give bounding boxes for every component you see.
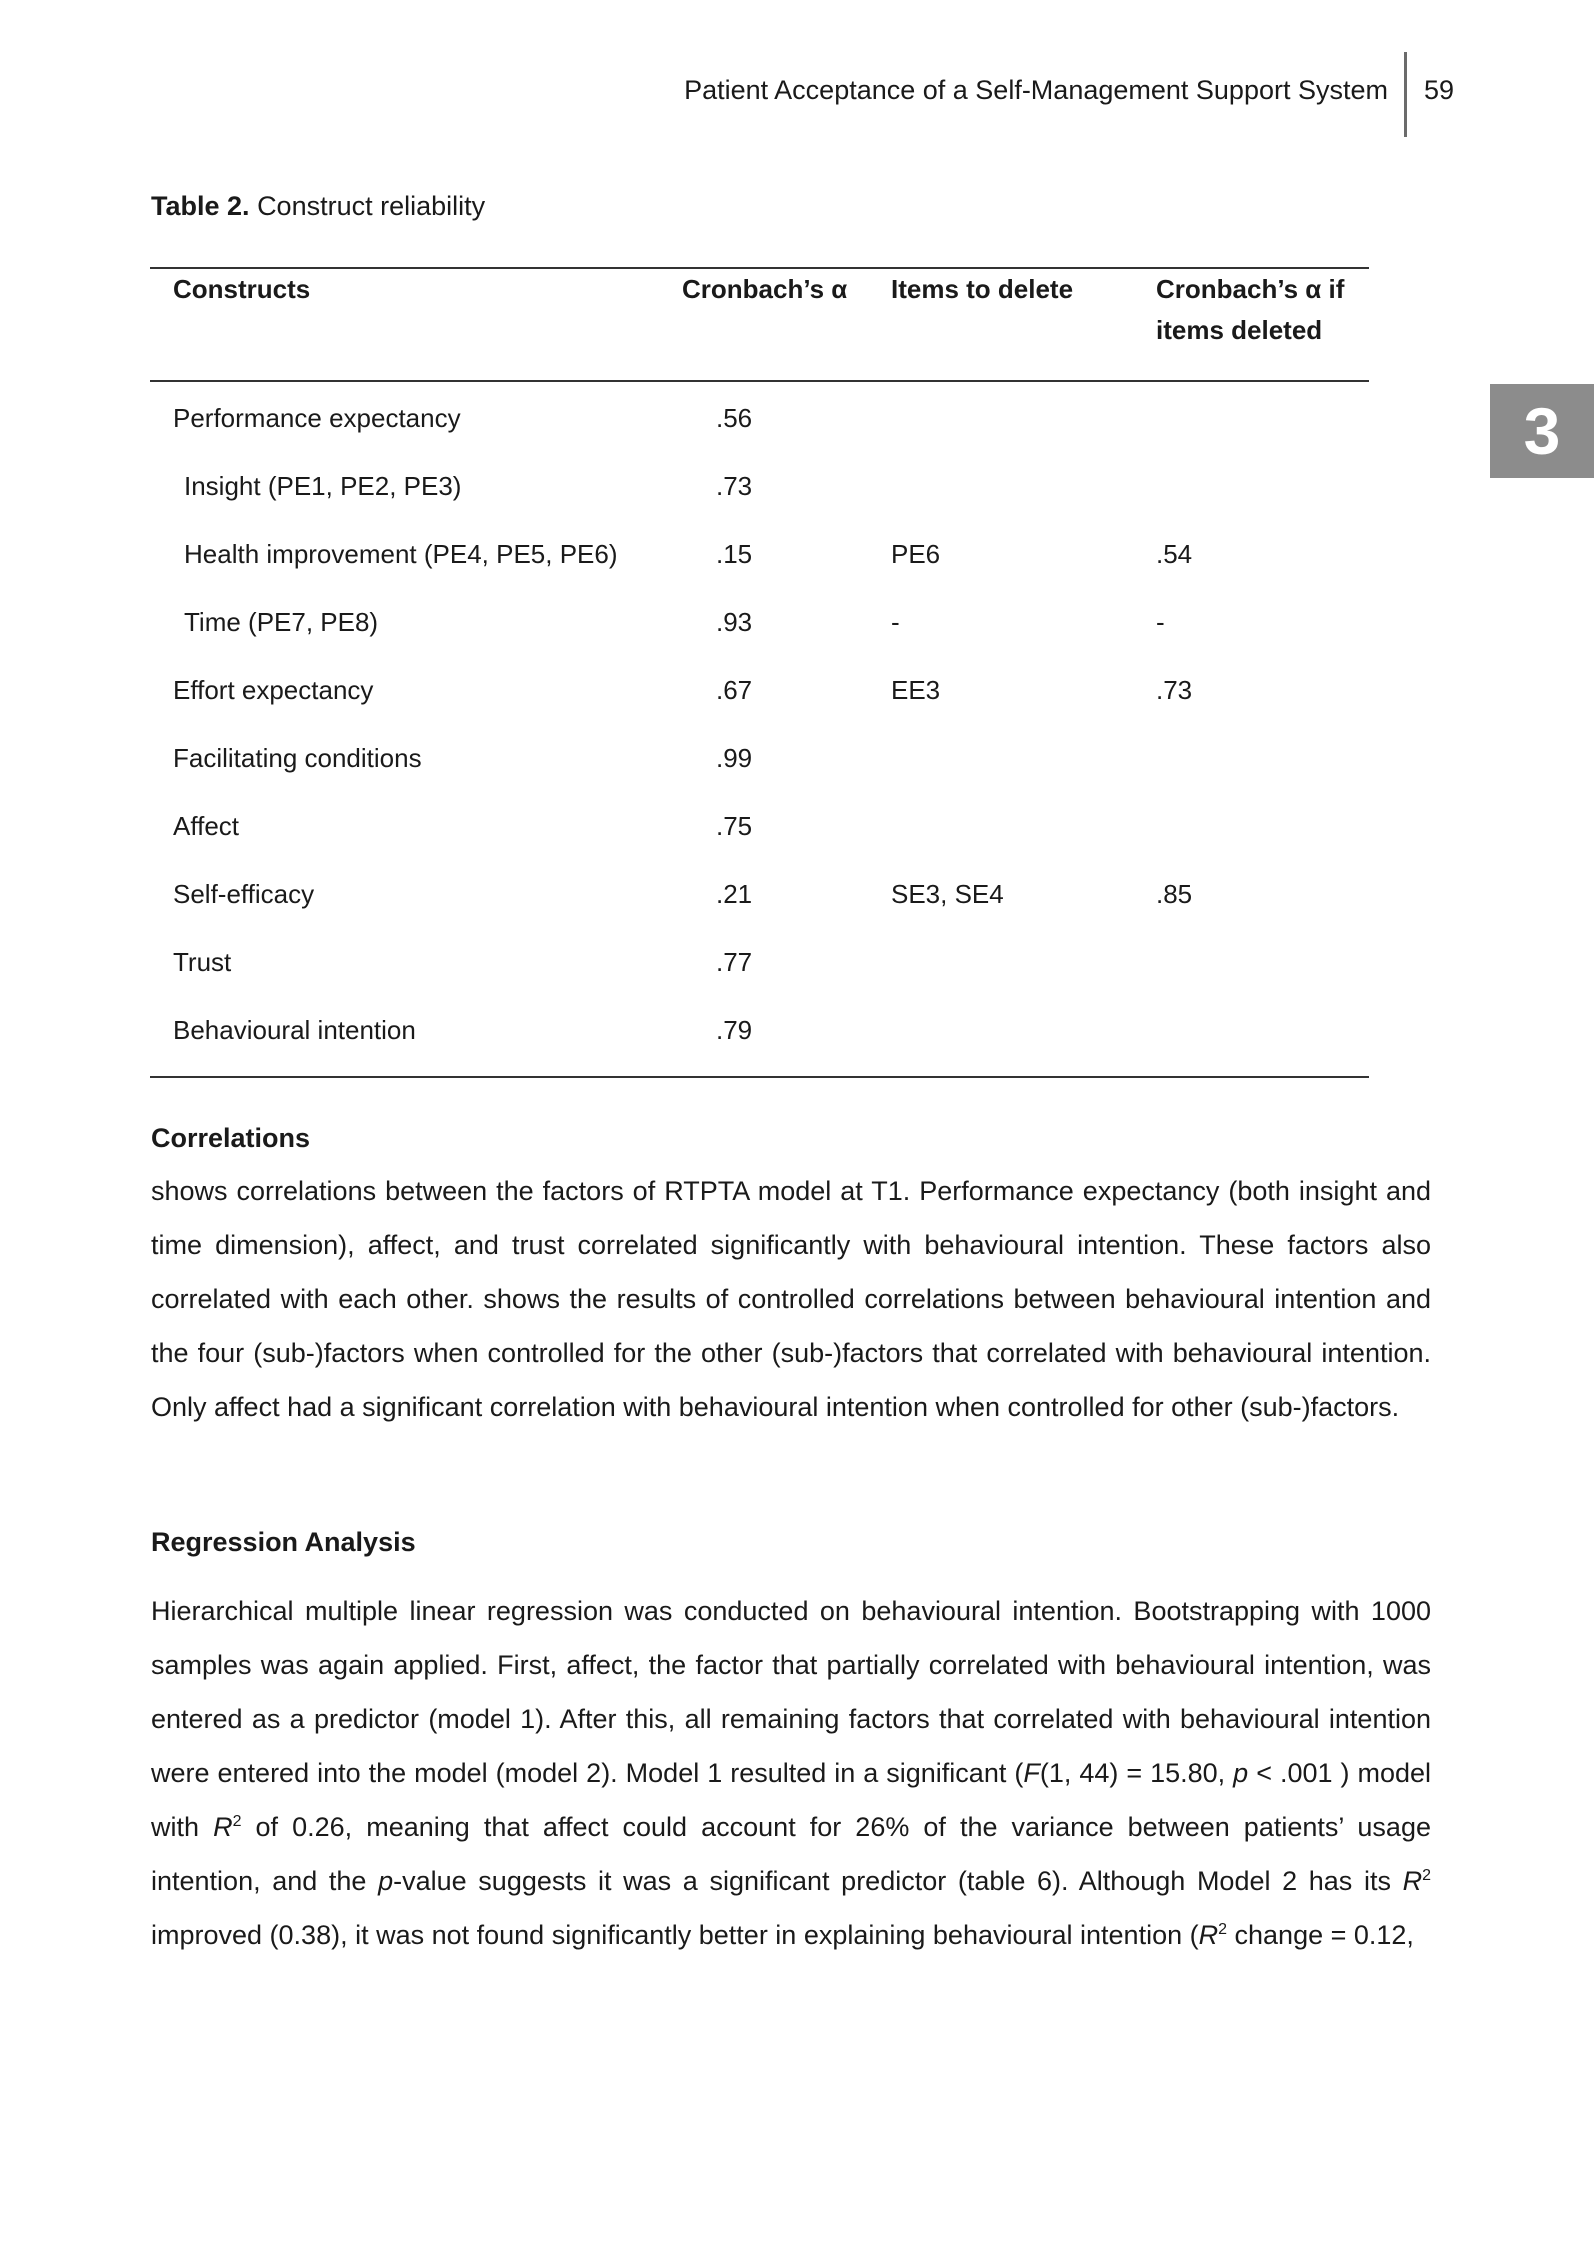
column-header-cronbach-alpha: Cronbach’s α: [682, 274, 848, 304]
header-divider: [1404, 52, 1407, 137]
alpha-if-deleted-cell: .85: [1156, 879, 1193, 909]
alpha-cell: .99: [716, 743, 753, 773]
delete-cell: EE3: [891, 675, 941, 705]
construct-cell: Self-efficacy: [173, 879, 315, 909]
regression-text-5: -value suggests it was a significant predictor (table 6). Although Model 2 has its: [393, 1866, 1403, 1896]
correlations-paragraph: shows correlations between the factors of RTPTA model at T1. Performance expectancy (both insight and time dimension), affect, and trust correlated significantly with behavioural intention. These factors also correlated with each other. shows the results of controlled correlations between behavioural intention and the four (sub-)factors when controlled for the other (sub-)factors that correlated with behavioural intention. Only affect had a significant correlation with behavioural intention when controlled for other (sub-)factors.: [151, 1176, 1431, 1422]
r-squared-superscript: 2: [232, 1813, 242, 1830]
delete-cell: -: [891, 607, 900, 637]
column-header-alpha-if-deleted: Cronbach’s α if items deleted: [1156, 274, 1345, 345]
alpha-cell: .77: [716, 947, 753, 977]
table-header: [150, 269, 1369, 380]
regression-text-4: of 0.26, meaning that affect could account for 26% of the variance between patients’ usage intention, and the: [151, 1812, 1431, 1896]
table-bottom-rule: [150, 1076, 1369, 1078]
reliability-table: [150, 267, 1369, 1078]
alpha-cell: .79: [716, 1015, 753, 1045]
construct-cell: Time (PE7, PE8): [184, 607, 379, 637]
construct-cell: Effort expectancy: [173, 675, 374, 705]
table-caption-text: Construct reliability: [257, 191, 486, 221]
f-symbol: F: [1023, 1758, 1040, 1788]
table-row: [150, 656, 1369, 724]
alpha-cell: .73: [716, 471, 753, 501]
construct-cell: Trust: [173, 947, 232, 977]
correlations-heading: Correlations: [151, 1123, 311, 1153]
table-row: [150, 792, 1369, 860]
page-number: 59: [1424, 75, 1455, 105]
p-symbol: p: [1233, 1758, 1249, 1788]
alpha-cell: .67: [716, 675, 753, 705]
table-caption-label: Table 2.: [151, 191, 250, 221]
r-symbol: R: [1402, 1866, 1423, 1896]
table-row: [150, 860, 1369, 928]
chapter-tab: 3: [1490, 384, 1594, 478]
delete-cell: PE6: [891, 539, 941, 569]
table-row: [150, 588, 1369, 656]
p-symbol: p: [378, 1866, 394, 1896]
delete-cell: SE3, SE4: [891, 879, 1004, 909]
construct-cell: Insight (PE1, PE2, PE3): [184, 471, 462, 501]
table-row: [150, 520, 1369, 588]
alpha-cell: .93: [716, 607, 753, 637]
table-row: [150, 996, 1369, 1064]
column-header-constructs: Constructs: [173, 274, 311, 304]
r-squared-superscript: 2: [1422, 1867, 1431, 1884]
construct-cell: Facilitating conditions: [173, 743, 422, 773]
alpha-cell: .15: [716, 539, 753, 569]
construct-cell: Affect: [173, 811, 240, 841]
alpha-if-deleted-cell: -: [1156, 607, 1165, 637]
construct-cell: Behavioural intention: [173, 1015, 416, 1045]
table-caption: [151, 186, 485, 226]
regression-text-3: < .001 ) model with: [151, 1758, 1432, 1842]
regression-text-2: (1, 44) = 15.80,: [1039, 1758, 1234, 1788]
alpha-cell: .21: [716, 879, 753, 909]
regression-text-6: improved (0.38), it was not found significantly better in explaining behavioural intention (: [151, 1920, 1199, 1950]
r-squared-superscript: 2: [1218, 1921, 1228, 1938]
construct-cell: Performance expectancy: [173, 403, 461, 433]
column-header-items-to-delete: Items to delete: [891, 274, 1074, 304]
regression-text-1: Hierarchical multiple linear regression was conducted on behavioural intention. Bootstrapping with 1000 samples was again applied. First, affect, the factor that partially correlated with behavioural intention, was entered as a predictor (model 1). After this, all remaining factors that correlated with behavioural intention were entered into the model (model 2). Model 1 resulted in a significant (: [151, 1596, 1431, 1788]
running-header: [0, 70, 1594, 110]
regression-paragraph: [151, 1584, 1431, 1962]
table-body: [150, 382, 1369, 1076]
table-row: [150, 928, 1369, 996]
alpha-if-deleted-cell: .73: [1156, 675, 1193, 705]
alpha-if-deleted-cell: .54: [1156, 539, 1193, 569]
alpha-cell: .56: [716, 403, 753, 433]
alpha-cell: .75: [716, 811, 753, 841]
r-symbol: R: [213, 1812, 233, 1842]
table-row: [150, 452, 1369, 520]
table-row: [150, 724, 1369, 792]
r-symbol: R: [1198, 1920, 1219, 1950]
construct-cell: Health improvement (PE4, PE5, PE6): [184, 539, 618, 569]
table-row: [150, 384, 1369, 452]
regression-text-7: change = 0.12,: [1227, 1920, 1414, 1950]
regression-heading: Regression Analysis: [151, 1527, 416, 1557]
running-title: Patient Acceptance of a Self-Management Support System: [684, 75, 1388, 105]
